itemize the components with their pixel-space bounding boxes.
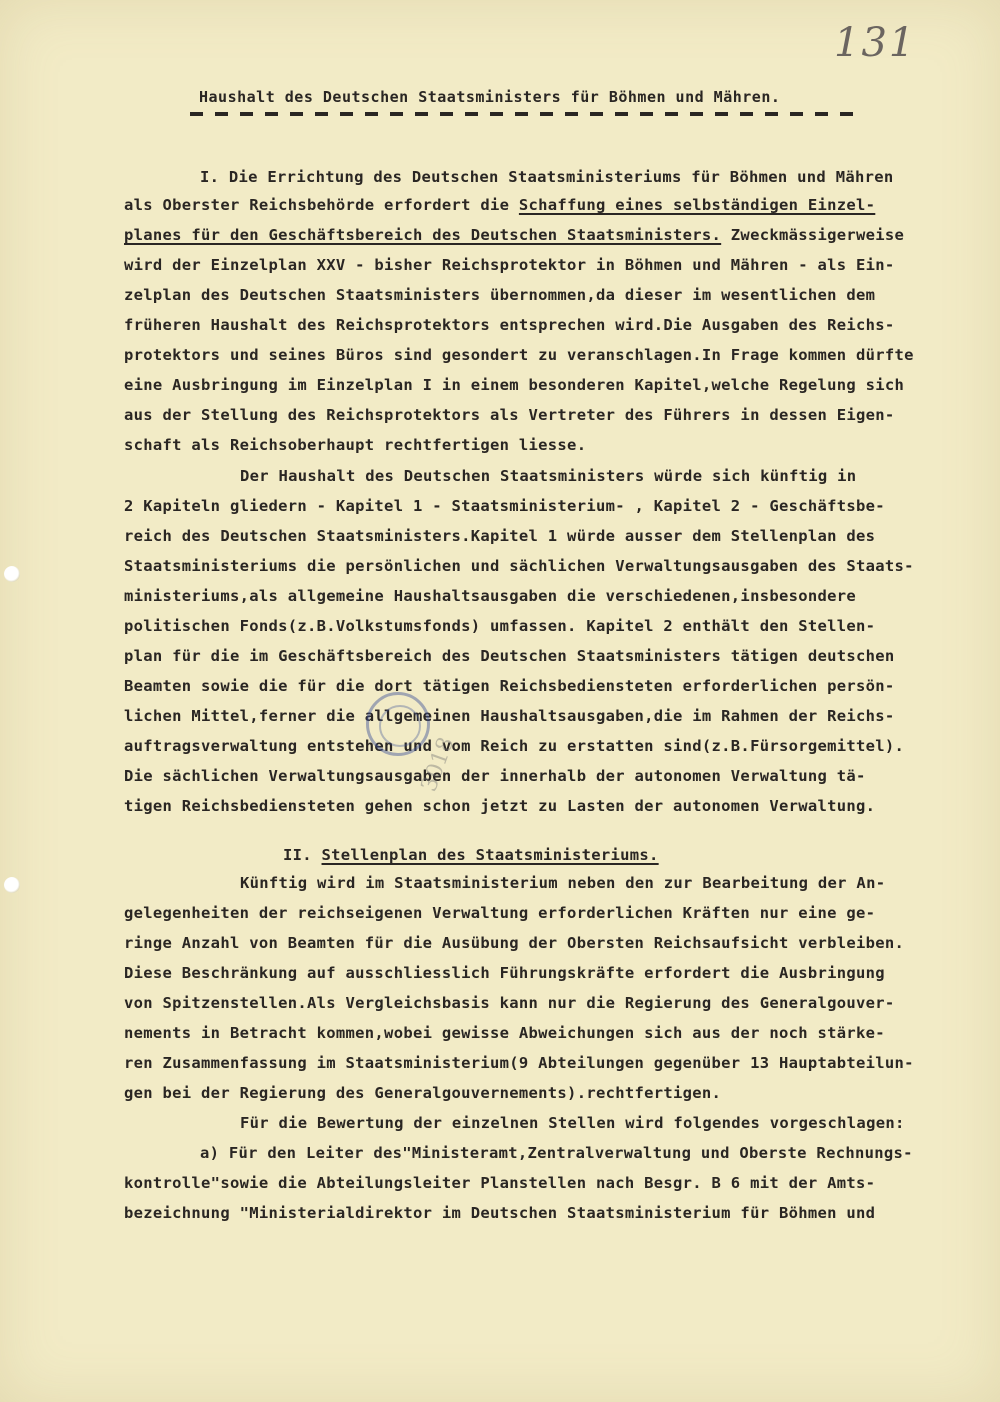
section-heading-line: II. Stellenplan des Staatsministeriums. xyxy=(283,846,659,864)
text-line: politischen Fonds(z.B.Volkstumsfonds) umfassen. Kapitel 2 enthält den Stellen- xyxy=(124,617,876,635)
text-line: tigen Reichsbediensteten gehen schon jetzt zu Lasten der autonomen Verwaltung. xyxy=(124,797,876,815)
text-line: Der Haushalt des Deutschen Staatsministers würde sich künftig in xyxy=(240,467,857,485)
text-line: I. Die Errichtung des Deutschen Staatsministeriums für Böhmen und Mähren xyxy=(200,168,894,186)
page-number: 131 xyxy=(834,20,917,66)
underlined-phrase: Schaffung eines selbständigen Einzel- xyxy=(518,196,876,214)
text-line: Staatsministeriums die persönlichen und sächlichen Verwaltungsausgaben des Staats- xyxy=(124,557,914,575)
text-line: reich des Deutschen Staatsministers.Kapitel 1 würde ausser dem Stellenplan des xyxy=(124,527,876,545)
text-line: Für die Bewertung der einzelnen Stellen wird folgendes vorgeschlagen: xyxy=(240,1114,905,1132)
text-line: von Spitzenstellen.Als Vergleichsbasis kann nur die Regierung des Generalgouver- xyxy=(124,994,895,1012)
text-line: gen bei der Regierung des Generalgouvernements).rechtfertigen. xyxy=(124,1084,722,1102)
text-line: ringe Anzahl von Beamten für die Ausübung der Obersten Reichsaufsicht verbleiben. xyxy=(124,934,905,952)
text-line: Diese Beschränkung auf ausschliesslich Führungskräfte erfordert die Ausbringung xyxy=(124,964,885,982)
text-line: wird der Einzelplan XXV - bisher Reichsprotektor in Böhmen und Mähren - als Ein- xyxy=(124,256,895,274)
punch-hole xyxy=(4,566,20,582)
text-line: bezeichnung "Ministerialdirektor im Deutschen Staatsministerium für Böhmen und xyxy=(124,1204,876,1222)
text-line: nements in Betracht kommen,wobei gewisse Abweichungen sich aus der noch stärke- xyxy=(124,1024,885,1042)
text-line: ren Zusammenfassung im Staatsministerium(9 Abteilungen gegenüber 13 Hauptabteilun- xyxy=(124,1054,914,1072)
text-line: als Oberster Reichsbehörde erfordert die Schaffung eines selbständigen Einzel- xyxy=(124,196,876,214)
text-line: Künftig wird im Staatsministerium neben den zur Bearbeitung der An- xyxy=(240,874,886,892)
stamp-number: 3018 xyxy=(416,733,460,796)
archive-stamp xyxy=(366,692,430,756)
text-line: gelegenheiten der reichseigenen Verwaltung erforderlichen Kräften nur eine ge- xyxy=(124,904,876,922)
document-title: Haushalt des Deutschen Staatsministers für Böhmen und Mähren. xyxy=(199,88,781,106)
text-line: protektors und seines Büros sind gesondert zu veranschlagen.In Frage kommen dürfte xyxy=(124,346,914,364)
text-line: Die sächlichen Verwaltungsausgaben der innerhalb der autonomen Verwaltung tä- xyxy=(124,767,866,785)
text-line: kontrolle"sowie die Abteilungsleiter Planstellen nach Besgr. B 6 mit der Amts- xyxy=(124,1174,876,1192)
section-heading: Stellenplan des Staatsministeriums. xyxy=(321,846,659,864)
text-line: auftragsverwaltung entstehen und vom Reich zu erstatten sind(z.B.Fürsorgemittel). xyxy=(124,737,905,755)
text-line: ministeriums,als allgemeine Haushaltsausgaben die verschiedenen,insbesondere xyxy=(124,587,857,605)
text-line: 2 Kapiteln gliedern - Kapitel 1 - Staatsministerium- , Kapitel 2 - Geschäftsbe- xyxy=(124,497,885,515)
text-line: plan für die im Geschäftsbereich des Deutschen Staatsministers tätigen deutschen xyxy=(124,647,895,665)
text-line: Beamten sowie die für die dort tätigen Reichsbediensteten erforderlichen persön- xyxy=(124,677,895,695)
punch-hole xyxy=(4,877,20,893)
text-line: schaft als Reichsoberhaupt rechtfertigen liesse. xyxy=(124,436,587,454)
text-line: lichen Mittel,ferner die allgemeinen Haushaltsausgaben,die im Rahmen der Reichs- xyxy=(124,707,895,725)
text-line: a) Für den Leiter des"Ministeramt,Zentralverwaltung und Oberste Rechnungs- xyxy=(200,1144,913,1162)
text-line: aus der Stellung des Reichsprotektors als Vertreter des Führers in dessen Eigen- xyxy=(124,406,895,424)
underlined-phrase: planes für den Geschäftsbereich des Deutschen Staatsministers. xyxy=(124,226,722,244)
title-underline xyxy=(190,112,862,116)
text-line: zelplan des Deutschen Staatsministers übernommen,da dieser im wesentlichen dem xyxy=(124,286,876,304)
text-line: eine Ausbringung im Einzelplan I in einem besonderen Kapitel,welche Regelung sich xyxy=(124,376,905,394)
text-line: planes für den Geschäftsbereich des Deutschen Staatsministers. Zweckmässigerweise xyxy=(124,226,905,244)
text-line: früheren Haushalt des Reichsprotektors entsprechen wird.Die Ausgaben des Reichs- xyxy=(124,316,895,334)
